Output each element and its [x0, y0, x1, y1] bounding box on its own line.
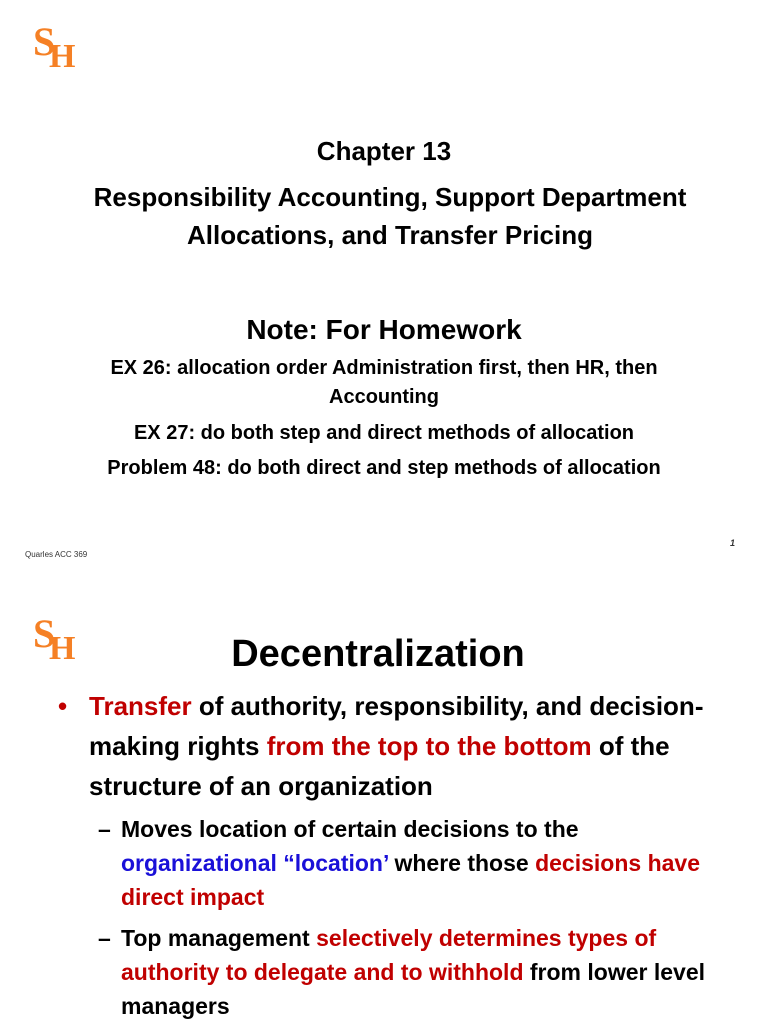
sub-bullet-text-part: selectively determines types of authority to delegate and to withhold [121, 925, 657, 985]
sub-bullet-text-part: where those [388, 850, 536, 876]
chapter-subtitle: Responsibility Accounting, Support Department Allocations, and Transfer Pricing [93, 182, 687, 250]
sub-bullet-text-part: organizational “location’ [121, 850, 389, 876]
bullet-text-part: from the top to the bottom [266, 731, 592, 761]
sub-bullet-text [121, 921, 738, 1023]
logo-letter-s: S [33, 19, 56, 64]
bullet-text-part: of the structure of an organization [89, 731, 670, 801]
logo-letter-h: H [49, 38, 76, 75]
bullet-text-part: of authority, responsibility, and decision-making rights [89, 691, 704, 761]
bullet-text [89, 686, 748, 806]
sub-bullet-marker: – [98, 816, 111, 842]
note-heading: Note: For Homework [246, 314, 522, 345]
page-number: 1 [730, 538, 736, 548]
sub-bullet-text-part: Moves location of certain decisions to the [121, 816, 579, 842]
bullet-marker: • [58, 691, 68, 721]
sub-bullet-text [121, 812, 738, 914]
sub-bullet-marker: – [98, 925, 111, 951]
sub-bullet-text-part: Top management [121, 925, 317, 951]
slide-title: Decentralization [231, 633, 525, 675]
sub-bullet-text-part: decisions have direct impact [121, 850, 700, 910]
footer-course-label: Quarles ACC 369 [25, 550, 88, 559]
bullet-text-part: Transfer [89, 691, 192, 721]
homework-note: EX 27: do both step and direct methods of allocation [133, 422, 635, 444]
logo-letter-h: H [49, 630, 76, 667]
sub-bullet-point [98, 921, 738, 1023]
sub-bullet-text-part: from lower level managers [121, 959, 706, 1019]
sub-bullet-point [98, 812, 738, 914]
homework-note: Problem 48: do both direct and step methods of allocation [107, 457, 661, 479]
chapter-title: Chapter 13 [316, 136, 452, 166]
logo-letter-s: S [33, 611, 56, 656]
homework-note: EX 26: allocation order Administration first, then HR, then Accounting [110, 357, 658, 408]
shsu-logo [33, 19, 93, 78]
bullet-point [58, 686, 748, 806]
